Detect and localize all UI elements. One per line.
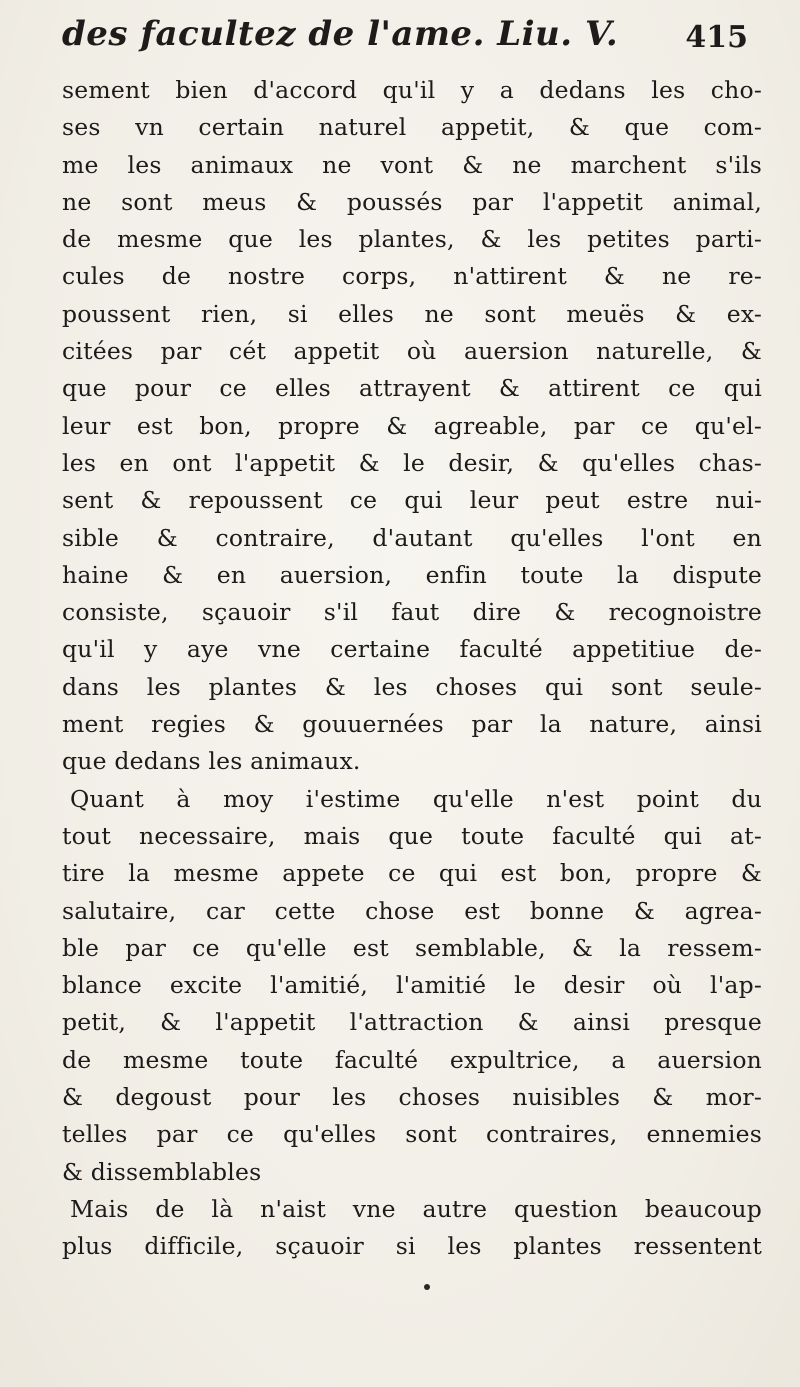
text-line: sement bien d'accord qu'il y a dedans les cho- bbox=[62, 76, 762, 104]
page-number: 415 bbox=[685, 20, 748, 55]
text-line: poussent rien, si elles ne sont meuës & ex- bbox=[62, 299, 762, 328]
text-line: de mesme toute faculté expultrice, a auersion bbox=[62, 1045, 762, 1074]
text-line: plus difficile, sçauoir si les plantes ressentent bbox=[62, 1232, 762, 1261]
text-line: que pour ce elles attrayent & attirent ce qui bbox=[62, 374, 762, 403]
text-line: citées par cét appetit où auersion naturelle, & bbox=[62, 337, 762, 366]
text-line: qu'il y aye vne certaine faculté appetitiue de- bbox=[62, 635, 762, 664]
text-line: de mesme que les plantes, & les petites parti- bbox=[62, 225, 762, 254]
text-line: tout necessaire, mais que toute faculté qui at- bbox=[62, 821, 762, 850]
ink-speck bbox=[424, 1284, 430, 1290]
running-head: des facultez de l'ame. Liu. V. bbox=[62, 14, 619, 54]
text-line: blance excite l'amitié, l'amitié le desir où l'ap- bbox=[62, 971, 762, 1000]
text-line: que dedans les animaux. bbox=[62, 747, 361, 776]
text-line: ment regies & gouuernées par la nature, ainsi bbox=[62, 710, 762, 739]
text-line: ne sont meus & poussés par l'appetit animal, bbox=[62, 187, 762, 216]
text-line: ble par ce qu'elle est semblable, & la ressem- bbox=[62, 933, 762, 962]
text-line: & degoust pour les choses nuisibles & mor- bbox=[62, 1083, 762, 1112]
text-line: tire la mesme appete ce qui est bon, propre & bbox=[62, 859, 762, 888]
page-header bbox=[62, 10, 762, 68]
text-line: consiste, sçauoir s'il faut dire & recognoistre bbox=[62, 598, 762, 627]
text-line: dans les plantes & les choses qui sont seule- bbox=[62, 672, 762, 701]
text-line: ses vn certain naturel appetit, & que com- bbox=[62, 113, 762, 142]
text-line: cules de nostre corps, n'attirent & ne re- bbox=[62, 262, 762, 291]
text-line: telles par ce qu'elles sont contraires, ennemies bbox=[62, 1120, 762, 1149]
text-line: salutaire, car cette chose est bonne & agrea- bbox=[62, 896, 762, 925]
text-line: & dissemblables bbox=[62, 1157, 262, 1186]
text-line: leur est bon, propre & agreable, par ce qu'el- bbox=[62, 411, 762, 440]
text-line: haine & en auersion, enfin toute la dispute bbox=[62, 560, 762, 589]
text-line: petit, & l'appetit l'attraction & ainsi presque bbox=[62, 1008, 762, 1037]
paragraph-start-line: Quant à moy i'estime qu'elle n'est point du bbox=[70, 784, 762, 813]
text-line: les en ont l'appetit & le desir, & qu'elles chas- bbox=[62, 448, 762, 477]
text-line: sent & repoussent ce qui leur peut estre nui- bbox=[62, 486, 762, 515]
text-line: sible & contraire, d'autant qu'elles l'ont en bbox=[62, 523, 762, 552]
paragraph-start-line: Mais de là n'aist vne autre question beaucoup bbox=[70, 1194, 762, 1223]
text-line: me les animaux ne vont & ne marchent s'ils bbox=[62, 150, 762, 179]
body-text bbox=[62, 72, 762, 1266]
